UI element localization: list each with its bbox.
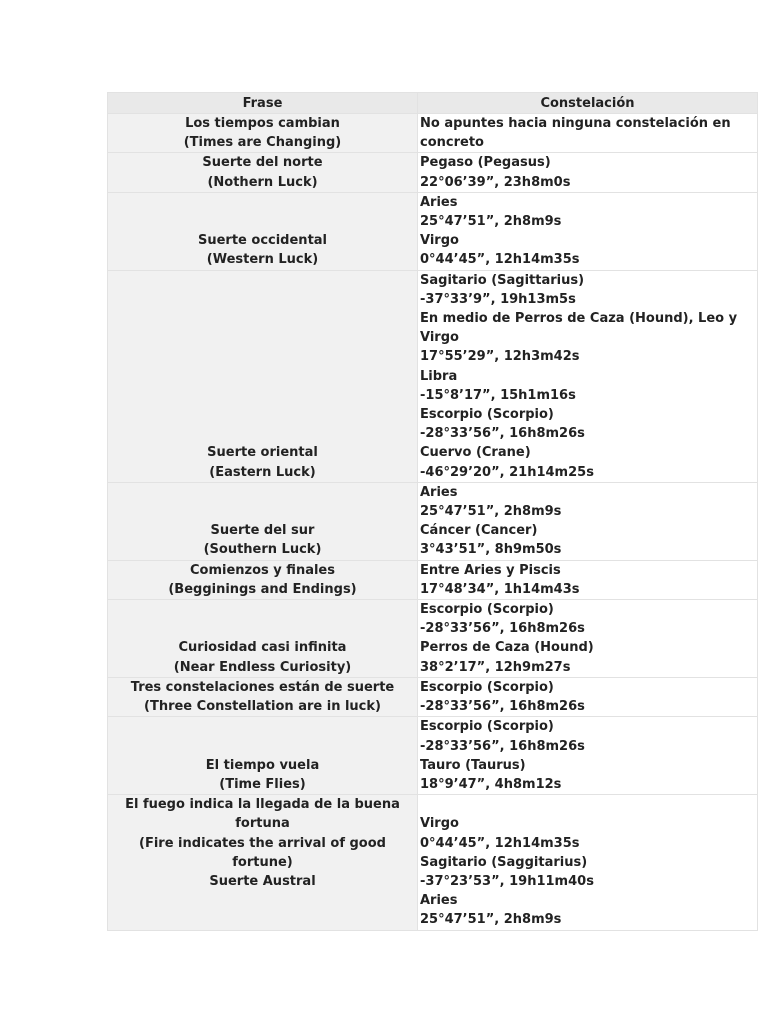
constelacion-line: Entre Aries y Piscis <box>420 562 561 578</box>
table-row <box>108 153 758 192</box>
frase-cell <box>108 153 418 192</box>
constelacion-cell <box>418 270 758 482</box>
frase-cell <box>108 717 418 795</box>
frase-cell <box>108 560 418 599</box>
frase-line: El fuego indica la llegada de la buena <box>125 797 400 813</box>
table-row <box>108 600 758 678</box>
table-row <box>108 114 758 153</box>
frase-line: Los tiempos cambian <box>185 116 340 131</box>
frase-line: Comienzos y finales <box>190 562 335 578</box>
constelacion-line: Cáncer (Cancer) <box>420 523 538 539</box>
constelacion-line: Virgo <box>420 233 459 249</box>
frase-line: (Three Constellation are in luck) <box>144 699 381 715</box>
constelacion-line: Sagitario (Saggitarius) <box>420 854 588 870</box>
frase-line: fortuna <box>235 816 290 832</box>
constelacion-line: 0°44’45”, 12h14m35s <box>420 835 580 851</box>
constelacion-line: 38°2’17”, 12h9m27s <box>420 659 571 675</box>
table-row <box>108 192 758 270</box>
constelacion-line: 18°9’47”, 4h8m12s <box>420 776 562 792</box>
constelacion-line: No apuntes hacia ninguna constelación en <box>420 116 731 131</box>
constelacion-line: Aries <box>420 194 458 210</box>
constelacion-cell <box>418 114 758 153</box>
constelacion-cell <box>418 153 758 192</box>
frase-line: (Time Flies) <box>219 776 306 792</box>
frase-line: Tres constelaciones están de suerte <box>130 679 395 695</box>
constelacion-line: 22°06’39”, 23h8m0s <box>420 174 571 190</box>
constelacion-line: 17°48’34”, 1h14m43s <box>420 581 580 597</box>
table-header-row <box>108 93 758 114</box>
constelacion-line: -28°33’56”, 16h8m26s <box>420 426 585 442</box>
constelacion-line: Escorpio (Scorpio) <box>420 602 554 618</box>
frase-cell <box>108 600 418 678</box>
frase-line <box>110 891 415 910</box>
constelacion-line: -15°8’17”, 15h1m16s <box>420 387 576 403</box>
frase-cell <box>108 114 418 153</box>
constelacion-line: -28°33’56”, 16h8m26s <box>420 621 585 637</box>
constelacion-line: 17°55’29”, 12h3m42s <box>420 349 580 365</box>
table-row <box>108 717 758 795</box>
table-row <box>108 795 758 930</box>
table-row <box>108 677 758 716</box>
header-frase: Frase <box>108 93 418 114</box>
constelacion-cell <box>418 795 758 930</box>
constelacion-line: Escorpio (Scorpio) <box>420 719 554 735</box>
frase-cell <box>108 270 418 482</box>
constelacion-line: Aries <box>420 484 458 500</box>
frase-line <box>110 910 415 929</box>
constelacion-line: Virgo <box>420 330 459 346</box>
constelacion-line: Aries <box>420 893 458 909</box>
constelacion-line: Perros de Caza (Hound) <box>420 640 594 656</box>
constelacion-line: Virgo <box>420 816 459 832</box>
constelacion-line: concreto <box>420 135 484 151</box>
constelacion-line: 25°47’51”, 2h8m9s <box>420 214 562 230</box>
constelacion-line: Escorpio (Scorpio) <box>420 679 554 695</box>
constelacion-cell <box>418 482 758 560</box>
frase-cell <box>108 795 418 930</box>
frase-line: El tiempo vuela <box>205 757 320 773</box>
frase-line: Suerte del norte <box>202 155 323 171</box>
frase-line: (Nothern Luck) <box>207 174 318 190</box>
constelacion-line: Escorpio (Scorpio) <box>420 407 554 423</box>
constelacion-line: 25°47’51”, 2h8m9s <box>420 504 562 520</box>
constelacion-line: 3°43’51”, 8h9m50s <box>420 542 562 558</box>
constelacion-line: -28°33’56”, 16h8m26s <box>420 738 585 754</box>
frase-line: (Western Luck) <box>206 252 319 268</box>
frase-line: Suerte oriental <box>207 445 318 461</box>
constelacion-cell <box>418 192 758 270</box>
frase-line: Suerte Austral <box>209 873 316 889</box>
frase-line: (Times are Changing) <box>183 135 342 151</box>
constelacion-line: En medio de Perros de Caza (Hound), Leo y <box>420 311 738 327</box>
frase-line: (Fire indicates the arrival of good <box>139 835 386 851</box>
constelacion-line: -37°23’53”, 19h11m40s <box>420 873 594 889</box>
constellation-table <box>107 92 758 931</box>
constelacion-line: Pegaso (Pegasus) <box>420 155 551 171</box>
constelacion-cell <box>418 600 758 678</box>
frase-line: Suerte occidental <box>197 233 328 249</box>
table-row <box>108 270 758 482</box>
table-row <box>108 482 758 560</box>
constelacion-line: Libra <box>420 368 458 384</box>
constelacion-line: -37°33’9”, 19h13m5s <box>420 291 576 307</box>
frase-line: (Near Endless Curiosity) <box>173 659 352 675</box>
constelacion-line: -46°29’20”, 21h14m25s <box>420 464 594 480</box>
constelacion-line: Sagitario (Sagittarius) <box>420 272 585 288</box>
frase-line: fortune) <box>232 854 293 870</box>
header-constelacion: Constelación <box>418 93 758 114</box>
constelacion-cell <box>418 560 758 599</box>
frase-cell <box>108 192 418 270</box>
frase-cell <box>108 482 418 560</box>
constelacion-cell <box>418 717 758 795</box>
frase-line: (Eastern Luck) <box>209 464 316 480</box>
constelacion-cell <box>418 677 758 716</box>
frase-line: (Begginings and Endings) <box>168 581 357 597</box>
constelacion-line: 0°44’45”, 12h14m35s <box>420 252 580 268</box>
constelacion-line: Cuervo (Crane) <box>420 445 531 461</box>
frase-line: Curiosidad casi infinita <box>178 640 347 656</box>
table-row <box>108 560 758 599</box>
frase-line: Suerte del sur <box>210 523 315 539</box>
constelacion-line: -28°33’56”, 16h8m26s <box>420 699 585 715</box>
frase-cell <box>108 677 418 716</box>
frase-line: (Southern Luck) <box>203 542 322 558</box>
table-body <box>108 114 758 931</box>
constelacion-line: Tauro (Taurus) <box>420 757 526 773</box>
constelacion-line: 25°47’51”, 2h8m9s <box>420 912 562 928</box>
